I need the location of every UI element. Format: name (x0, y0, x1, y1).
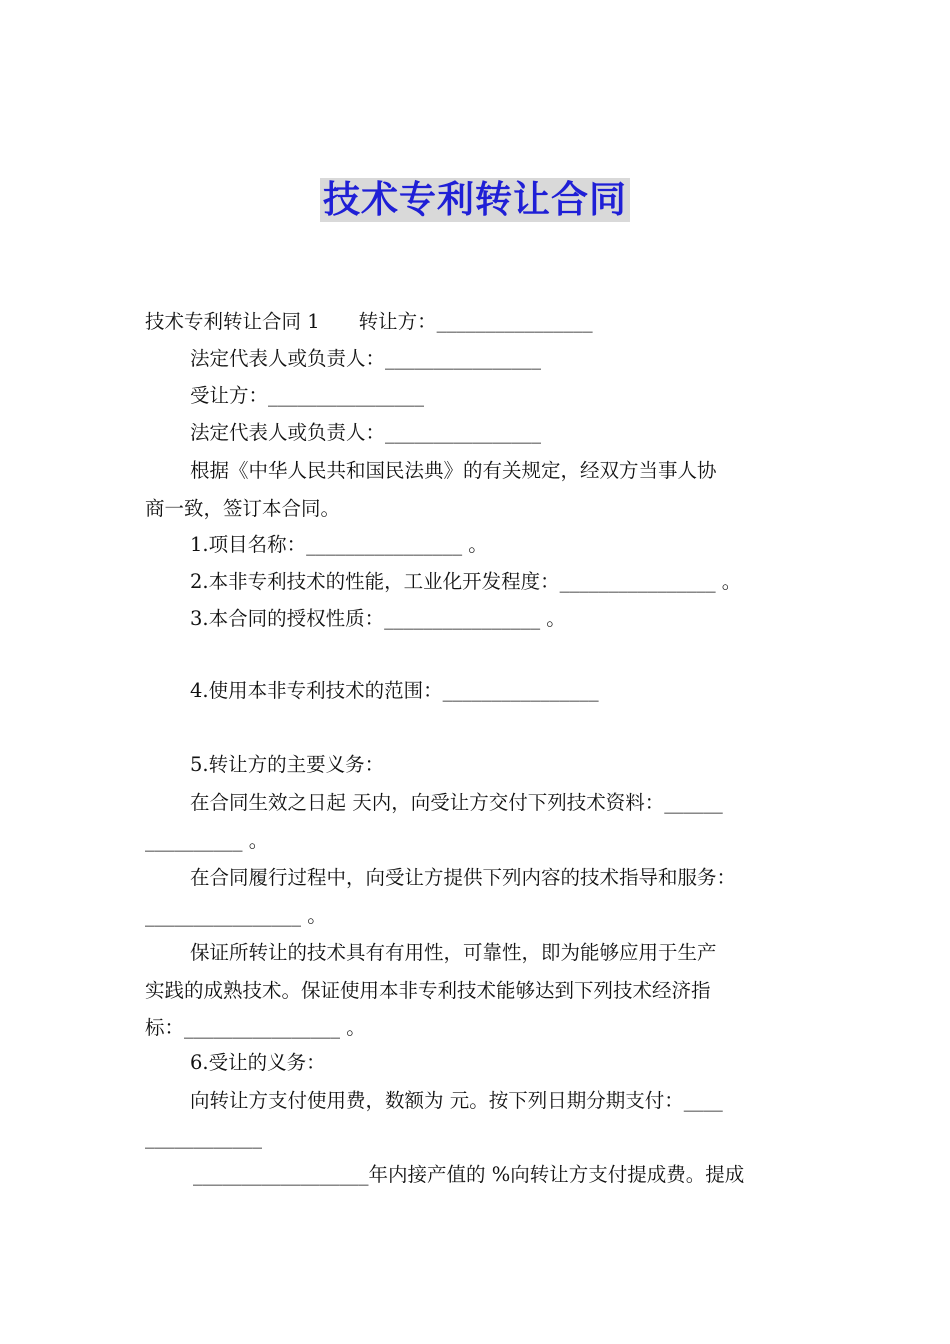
text-line: 受让方：________________ (190, 384, 425, 407)
text-line: 法定代表人或负责人：________________ (190, 421, 542, 444)
text-line: 保证所转让的技术具有有用性，可靠性，即为能够应用于生产 (190, 941, 717, 964)
document-title: 技术专利转让合同 (320, 178, 630, 222)
text-line: 法定代表人或负责人：________________ (190, 347, 542, 370)
text-line: 标：________________ 。 (145, 1016, 366, 1039)
text-line: 向转让方支付使用费，数额为 元。按下列日期分期支付：____ (190, 1089, 723, 1112)
text-line: __________ 。 (145, 829, 269, 852)
text-line: 2.本非专利技术的性能，工业化开发程度：________________ 。 (190, 570, 742, 593)
text-line: 根据《中华人民共和国民法典》的有关规定，经双方当事人协 (190, 459, 717, 482)
text-line: 1.项目名称：________________ 。 (190, 533, 488, 556)
text-line: 实践的成熟技术。保证使用本非专利技术能够达到下列技术经济指 (145, 979, 711, 1002)
text-line: ________________ 。 (145, 904, 327, 927)
text-line: 在合同履行过程中，向受让方提供下列内容的技术指导和服务： (190, 866, 737, 889)
text-line: 商一致，签订本合同。 (145, 497, 341, 520)
text-line: 在合同生效之日起 天内，向受让方交付下列技术资料：______ (190, 791, 723, 814)
document-title-wrap (0, 178, 950, 222)
text-line: 4.使用本非专利技术的范围：________________ (190, 679, 599, 702)
text-line: 6.受让的义务： (190, 1051, 326, 1074)
text-line: 3.本合同的授权性质：________________ 。 (190, 607, 566, 630)
text-line: ____________ (145, 1126, 262, 1149)
text-line: 技术专利转让合同 1 转让方：________________ (145, 310, 593, 333)
text-line: 5.转让方的主要义务： (190, 753, 385, 776)
text-line: __________________年内接产值的 %向转让方支付提成费。提成 (193, 1163, 745, 1186)
